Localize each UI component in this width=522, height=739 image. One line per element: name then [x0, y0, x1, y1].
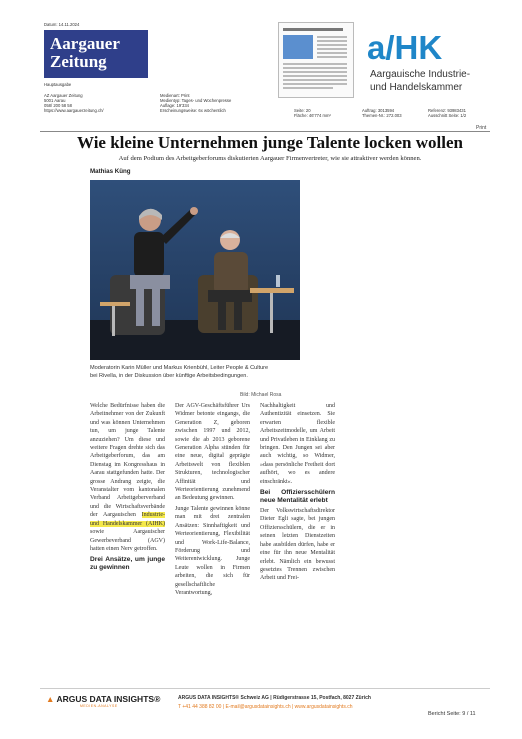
publisher-line: AZ Aargauer Zeitung: [44, 93, 83, 98]
argus-brand: ARGUS DATA INSIGHTS: [56, 694, 155, 704]
paragraph-text: Welche Bedürfnisse haben die Arbeitnehmer von der Zukunft und was können Unternehmen tun, um junge Talente anzuziehen? Um diese und weitere Fragen drehte sich das Arbeitgeberforum, das am Dienstag im Kongresshaus in Aarau stattgefunden hatte. Der grosse Andrang zeigte, die Veranstalter vom kantonalen Verband Arbeitgeberverband und die Wirtschaftsverbände der Aargauischen: [90, 403, 165, 519]
footer-address: ARGUS DATA INSIGHTS® Schweiz AG | Rüdigerstrasse 15, Postfach, 8027 Zürich: [178, 695, 371, 701]
publisher-line: 5001 Aarau: [44, 98, 66, 103]
media-line: Auflage: 19'334: [160, 103, 189, 108]
reference-line: Referenz: 93983431: [428, 108, 466, 113]
paragraph: [90, 402, 165, 553]
highlighted-term: Industrie- und Handelskammer (AIHK): [90, 512, 165, 527]
media-line: Medienart: Print: [160, 93, 190, 98]
paragraph: Junge Talente gewinnen könne man mit drei zentralen Ansätzen: Sinnhaftigkeit und Werteorientierung, Flexibilität und Work-Life-Balance, Förderung und Weiterentwicklung. Junge Leute wollen in Firmen arbeiten, die sich für gesellschaftliche Verantwortung,: [175, 505, 250, 596]
page-info-line: Seite: 20: [294, 108, 311, 113]
paragraph: Der Volkswirtschaftsdirektor Dieter Egli sagte, bei jungen Offiziersschülern, die er in seinen letzten Dienstzeiten habe ausbilden dürfen, habe er eine für ihn neue Mentalität erlebt. Nämlich ein bewusst gesetztes Trennen zwischen Arbeit und Frei-: [260, 508, 335, 582]
page-info-line: Fläche: 46'774 mm²: [294, 113, 331, 118]
footer-contact: [178, 694, 371, 712]
footer-phone-email[interactable]: T +41 44 388 82 00 | E-mail@argusdatainsights.ch | www.argusdatainsights.ch: [178, 704, 353, 710]
print-label: Print: [476, 125, 487, 131]
paragraph: Der AGV-Geschäftsführer Urs Widmer betonte eingangs, die Generation Z, geboren zwischen 1997 und 2012, sowie die ab 2013 geborene Generation Alpha stünden für eine neue, digital geprägte Arbeitswelt von flexiblen Strukturen, technologischer Affinität und Werteorientierung zunehmend an Bedeutung gewinnen.: [175, 403, 250, 502]
reference-line: Ausschnitt Seite: 1/2: [428, 113, 467, 118]
footer-divider: [40, 688, 490, 689]
page-info: [294, 108, 331, 118]
order-info-line: Themen-Nr.: 272.003: [362, 113, 402, 118]
photo-credit: Bild: Michael Rosa: [240, 392, 282, 398]
ahk-name: [370, 68, 510, 94]
argus-logo: [46, 694, 160, 704]
newspaper-logo-line2: Zeitung: [50, 52, 107, 71]
newspaper-logo-line1: Aargauer: [50, 34, 120, 53]
argus-triangle-icon: ▲: [46, 694, 55, 704]
paragraph-text: sowie Aargauischer Gewerbeverband (AGV) hatten einen Nerv getroffen.: [90, 529, 165, 552]
media-line: Erscheinungsweise: 6x wöchentlich: [160, 108, 226, 113]
article-column-1: [90, 402, 165, 574]
ahk-logo-text: a/HK: [367, 32, 443, 62]
media-line: Medientyp: Tages- und Wochenpresse: [160, 98, 232, 103]
article-headline: Wie kleine Unternehmen junge Talente locken wollen: [77, 133, 463, 152]
page-thumbnail: [278, 22, 354, 98]
publisher-line: https://www.aargauerzeitung.ch/: [44, 108, 104, 113]
edition-label: Hauptausgabe: [44, 82, 72, 87]
argus-tagline: MEDIEN-ANALYSE: [80, 704, 118, 708]
article-column-2: [175, 402, 250, 599]
ahk-name-line2: und Handelskammer: [370, 82, 463, 93]
newspaper-logo: [44, 30, 148, 78]
order-info-line: Auftrag: 3013594: [362, 108, 395, 113]
publisher-line: 058/ 200 58 58: [44, 103, 72, 108]
section-heading: Drei Ansätze, um junge zu gewinnen: [90, 556, 165, 572]
article-photo: [90, 180, 300, 360]
clipping-date: Datum: 14.11.2024: [44, 22, 80, 27]
article-subhead: Auf dem Podium des Arbeitgeberforums diskutierten Aargauer Firmenvertreter, wie sie attraktiver werden können.: [118, 155, 422, 162]
publisher-info: [44, 93, 104, 113]
section-heading: Bei Offiziersschülern neue Mentalität erlebt: [260, 489, 335, 505]
article-author: Mathias Küng: [90, 168, 131, 175]
registered-mark-icon: ®: [154, 694, 161, 704]
report-page-number: Bericht Seite: 9 / 11: [428, 711, 476, 717]
header-divider: [40, 131, 490, 132]
paragraph: Nachhaltigkeit und Authentizität einsetzen. Sie erwarten flexible Arbeitszeitmodelle, um Arbeit und Privatleben in Einklang zu bringen. Den Jungen sei aber auch wichtig, so Widmer, »dass persönliche Freiheit dort aufhört, wo es andere einschränkt«.: [260, 403, 335, 485]
reference-info: [428, 108, 466, 118]
article-column-3: [260, 402, 335, 585]
media-info: [160, 93, 231, 113]
caption-line2: bei Rivella, in der Diskussion über künftige Arbeitsbedingungen.: [90, 373, 248, 379]
caption-line1: Moderatorin Karin Müller und Markus Krienbühl, Leiter People & Culture: [90, 365, 269, 371]
photo-caption: [90, 364, 320, 380]
ahk-name-line1: Aargauische Industrie-: [370, 69, 471, 80]
order-info: [362, 108, 402, 118]
ahk-logo: [367, 32, 457, 62]
